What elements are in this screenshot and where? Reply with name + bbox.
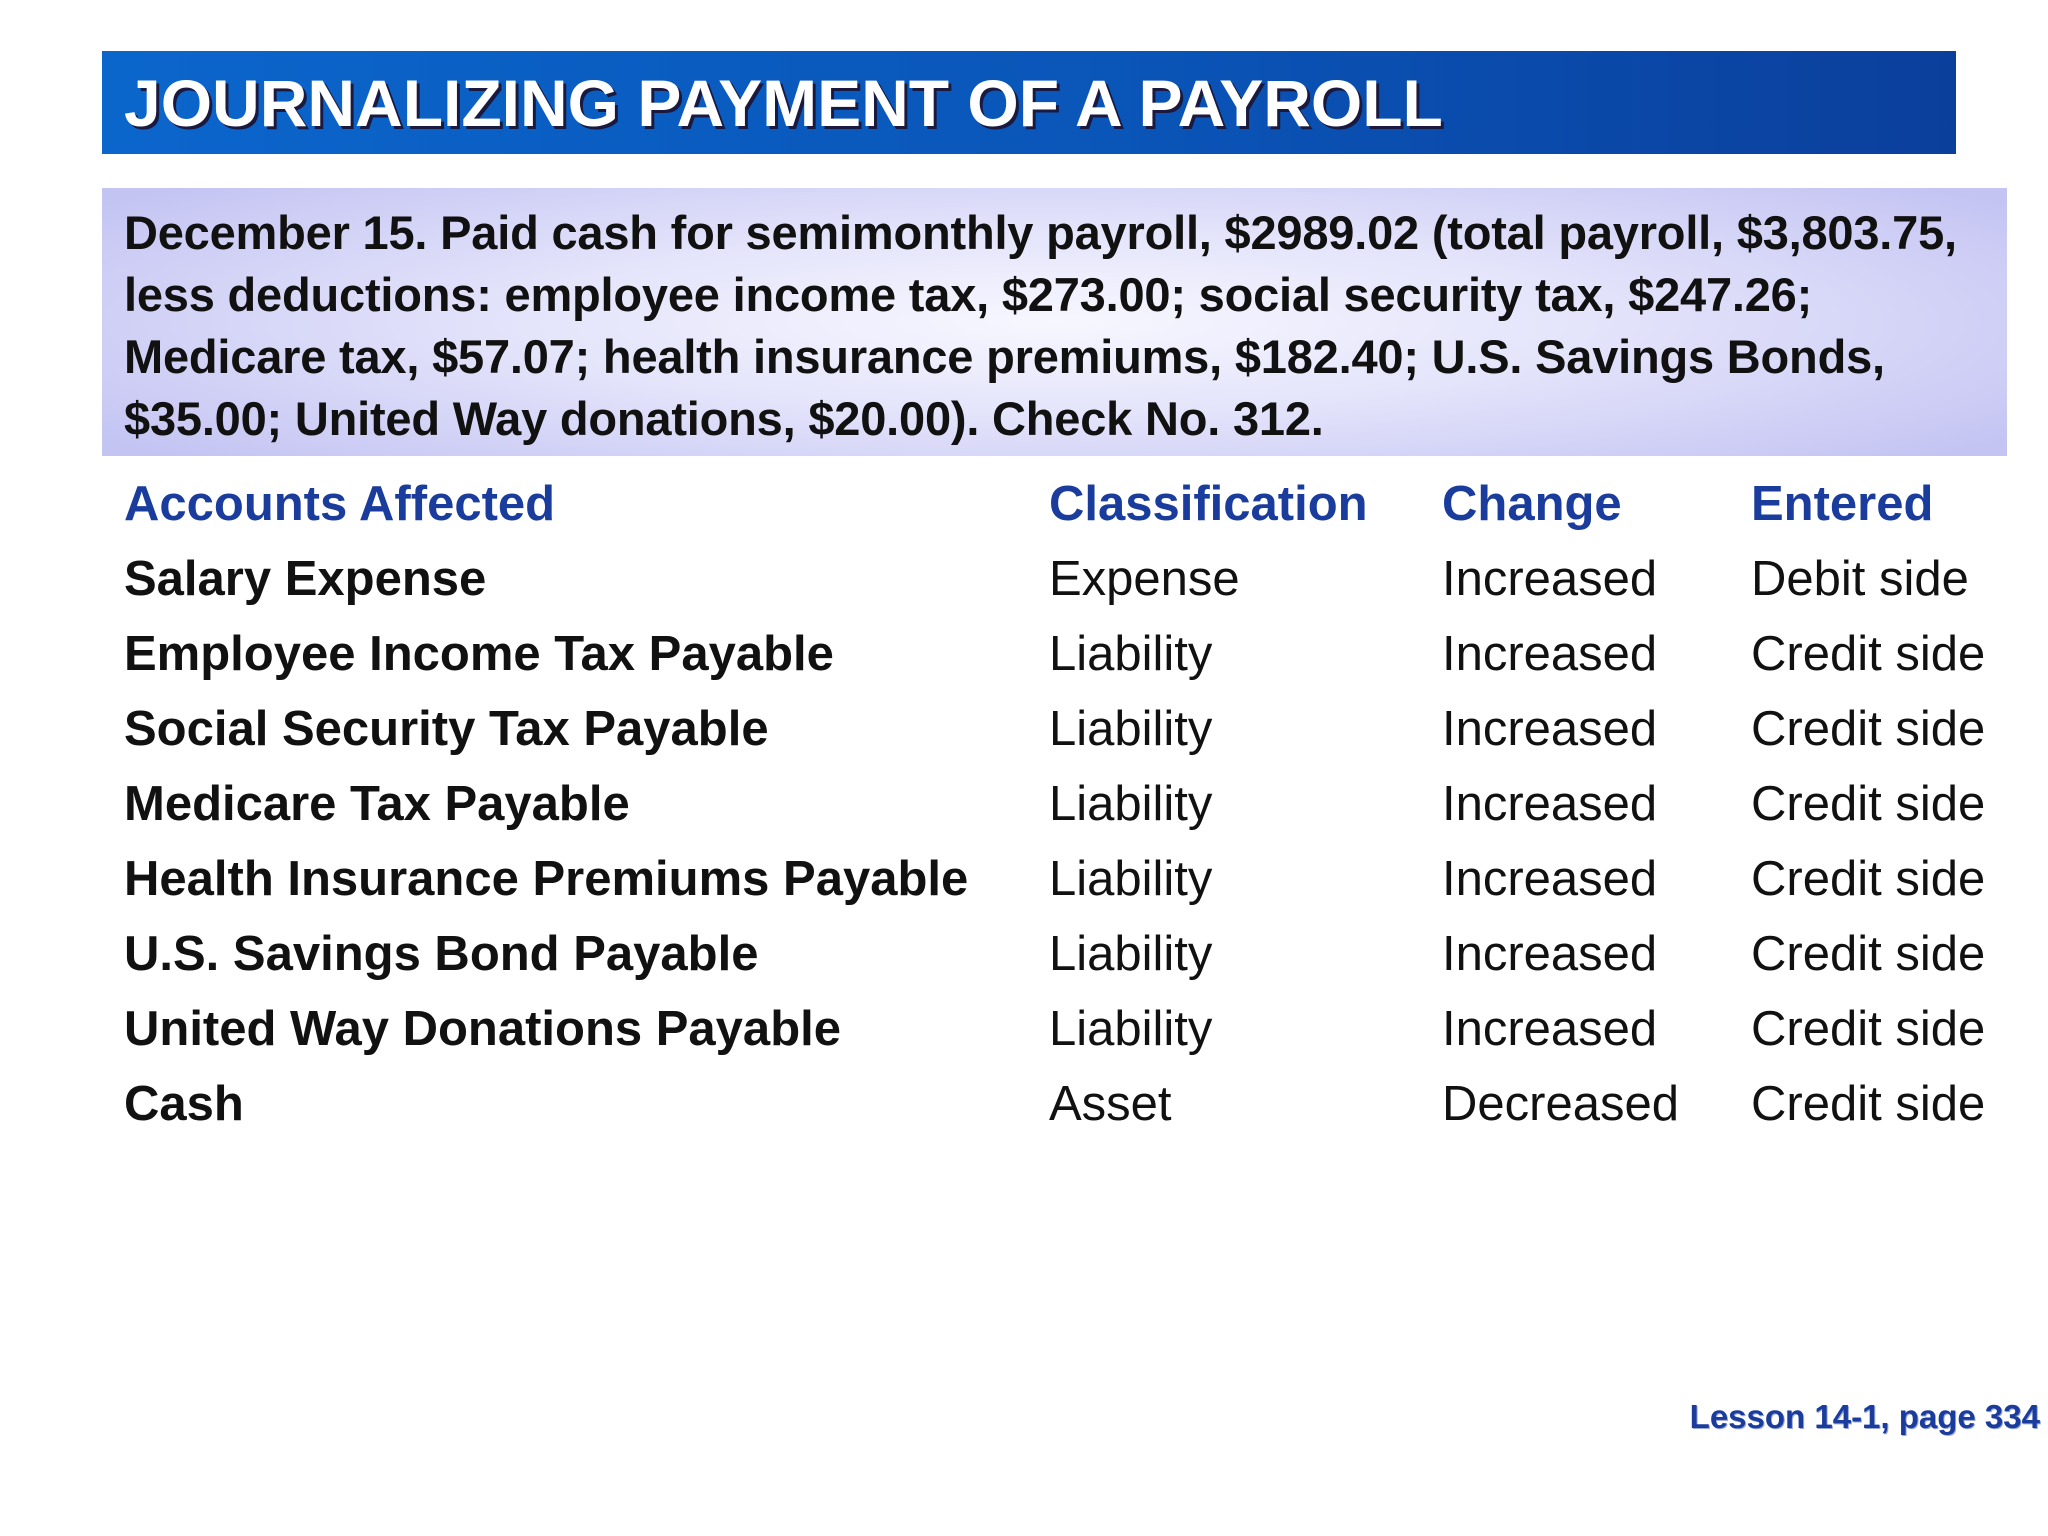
row-classification: Liability [1049,927,1213,981]
row-change: Decreased [1442,1077,1679,1131]
row-change: Increased [1442,852,1658,906]
row-classification: Liability [1049,1002,1213,1056]
row-entered: Credit side [1751,1077,1986,1131]
table-row [124,542,2004,616]
table-row [124,1067,2004,1141]
row-entered: Credit side [1751,702,1986,756]
slide-title: JOURNALIZING PAYMENT OF A PAYROLL [124,65,1443,140]
row-change: Increased [1442,777,1658,831]
row-account: Health Insurance Premiums Payable [124,852,969,906]
row-change: Increased [1442,552,1658,606]
row-change: Increased [1442,1002,1658,1056]
transaction-description: December 15. Paid cash for semimonthly payroll, $2989.02 (total payroll, $3,803.75, less deductions: employee income tax, $273.00; social security tax, $247.26; Medicare tax, $57.07; health insurance premiums, $182.40; U.S. Savings Bonds, $35.00; United Way donations, $20.00). Check No. 312. [124,206,1957,445]
header-entered: Entered [1751,477,1934,531]
row-account: U.S. Savings Bond Payable [124,927,759,981]
row-classification: Liability [1049,627,1213,681]
header-accounts-affected: Accounts Affected [124,477,556,531]
lesson-reference: Lesson 14-1, page 334 [1689,1398,2040,1435]
row-account: Employee Income Tax Payable [124,627,834,681]
row-entered: Credit side [1751,852,1986,906]
header-classification: Classification [1049,477,1368,531]
row-change: Increased [1442,702,1658,756]
row-classification: Liability [1049,702,1213,756]
row-entered: Credit side [1751,927,1986,981]
table-header [124,467,2004,541]
row-change: Increased [1442,627,1658,681]
title-bar [102,51,1956,154]
row-classification: Asset [1049,1077,1172,1131]
row-account: Cash [124,1077,244,1131]
row-account: Medicare Tax Payable [124,777,630,831]
row-classification: Expense [1049,552,1240,606]
row-entered: Debit side [1751,552,1969,606]
row-classification: Liability [1049,777,1213,831]
table-row [124,992,2004,1066]
transaction-description-box [102,188,2007,456]
table-row [124,917,2004,991]
table-row [124,842,2004,916]
table-row [124,617,2004,691]
row-entered: Credit side [1751,777,1986,831]
header-change: Change [1442,477,1622,531]
table-row [124,692,2004,766]
row-entered: Credit side [1751,627,1986,681]
row-account: United Way Donations Payable [124,1002,841,1056]
row-entered: Credit side [1751,1002,1986,1056]
row-account: Social Security Tax Payable [124,702,769,756]
row-classification: Liability [1049,852,1213,906]
row-change: Increased [1442,927,1658,981]
row-account: Salary Expense [124,552,487,606]
table-row [124,767,2004,841]
